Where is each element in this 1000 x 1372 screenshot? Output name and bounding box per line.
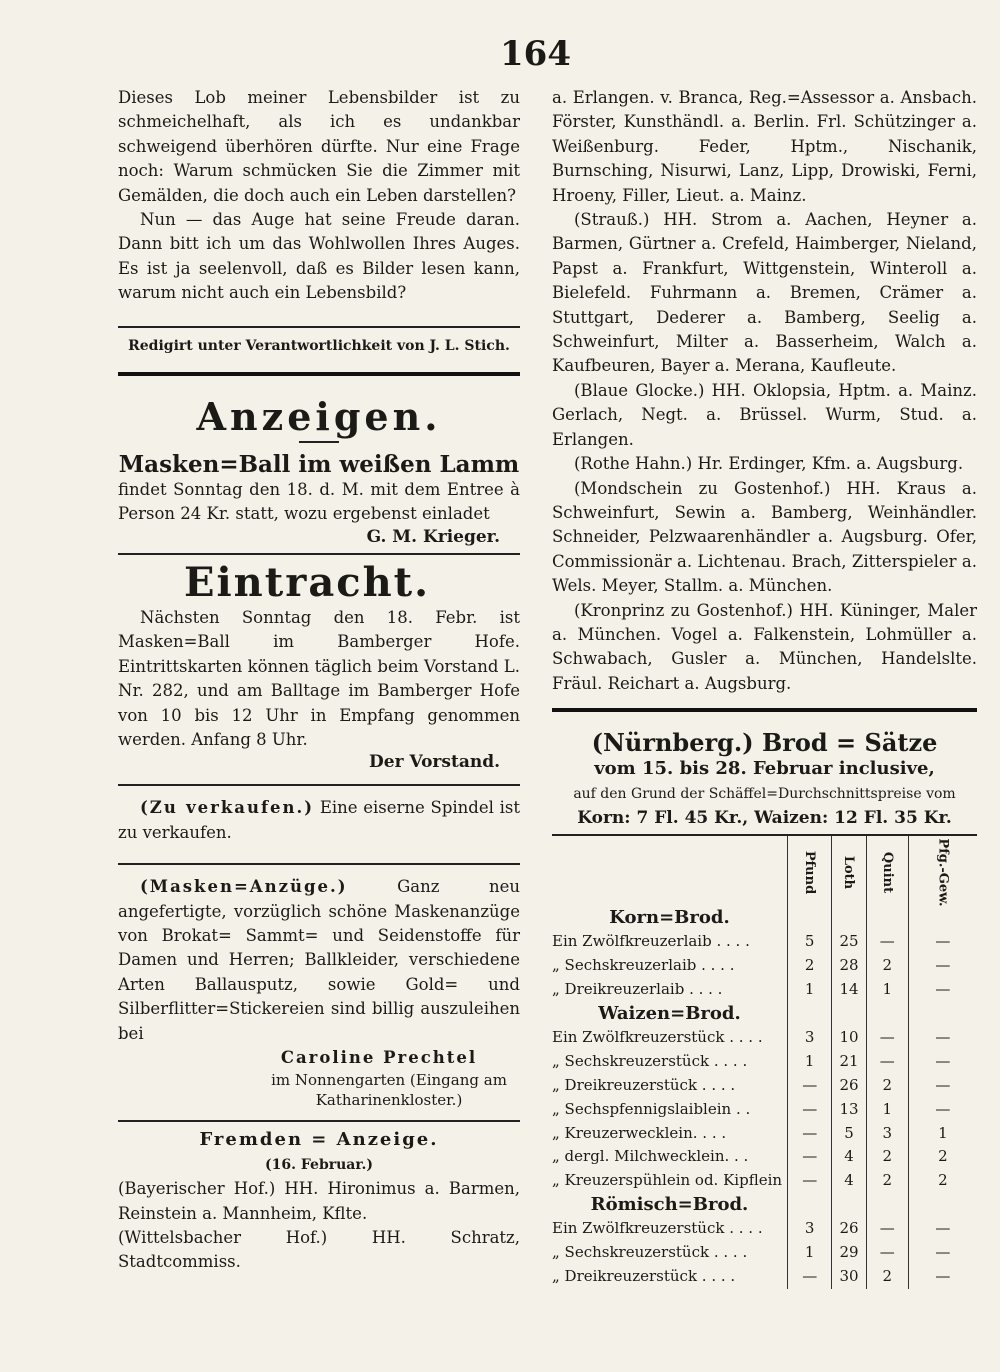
table-cell <box>866 1002 908 1026</box>
masken-anzuege-address: im Nonnengarten (Eingang am Katharinenkloster.) <box>271 1071 507 1110</box>
table-cell: 30 <box>832 1265 866 1289</box>
masken-anzuege-label: (Masken=Anzüge.) <box>140 877 348 897</box>
bread-item-label: „ Kreuzerspühlein od. Kipflein <box>552 1171 783 1190</box>
table-cell: 2 <box>866 1265 908 1289</box>
table-cell: 2 <box>866 1169 908 1193</box>
brod-grain-prices: Korn: 7 Fl. 45 Kr., Waizen: 12 Fl. 35 Kr. <box>577 807 952 828</box>
table-cell <box>908 906 977 930</box>
fremden-date: (16. Februar.) <box>265 1156 373 1173</box>
table-cell: — <box>788 1074 832 1098</box>
bread-item-label: Ein Zwölfkreuzerstück . . . . <box>552 1219 763 1238</box>
table-header-spacer <box>552 836 788 906</box>
section-heading: Waizen=Brod. <box>598 1003 741 1024</box>
dialogue-paragraph-2: Nun — das Auge hat seine Freude daran. Dann bitt ich um das Wohlwollen Ihres Auges. Es ist ja seelenvoll, daß es Bilder lesen kann, warum nicht auch ein Lebensbild? <box>118 210 520 303</box>
masken-anzuege-name: Caroline Prechtel <box>280 1047 478 1067</box>
table-cell: — <box>866 1050 908 1074</box>
table-cell <box>788 906 832 930</box>
table-cell: 21 <box>832 1050 866 1074</box>
table-row <box>552 1217 977 1241</box>
dialogue-paragraph-1: Dieses Lob meiner Lebensbilder ist zu schmeichelhaft, als ich es undankbar schweigend überhören dürfte. Nur eine Frage noch: Warum schmücken Sie die Zimmer mit Gemälden, die doch auch ein Leben darstellen? <box>118 88 520 205</box>
fremden-strauss: (Strauß.) HH. Strom a. Aachen, Heyner a. Barmen, Gürtner a. Crefeld, Haimberger, Nieland, Papst a. Frankfurt, Wittgenstein, Winteroll a. Bielefeld. Fuhrmann a. Bremen, Crämer a. Stuttgart, Dederer a. Bamberg, Seelig a. Schweinfurt, Milter a. Basserheim, Walch a. Kaufbeuren, Bayer a. Merana, Kaufleute. <box>552 210 977 376</box>
table-section-row <box>552 1002 977 1026</box>
fremden-continued: a. Erlangen. v. Branca, Reg.=Assessor a. Ansbach. Förster, Kunsthändl. a. Berlin. Frl. Schützinger a. Weißenburg. Feder, Hptm., Nischanik, Burnsching, Nisurwi, Lanz, Lipp, Drowiski, Ferni, Hroeny, Filler, Lieut. a. Mainz. <box>552 88 977 205</box>
table-cell: — <box>908 954 977 978</box>
bread-item-label: Ein Zwölfkreuzerstück . . . . <box>552 1027 763 1046</box>
bread-item-label: „ Sechskreuzerlaib . . . . <box>552 956 735 975</box>
table-row <box>552 1026 977 1050</box>
eintracht-headline: Eintracht. <box>184 558 431 606</box>
eintracht-signature: Der Vorstand. <box>369 752 500 773</box>
divider <box>118 326 520 328</box>
bread-item-label: „ Sechskreuzerstück . . . . <box>552 1051 748 1070</box>
table-cell: 3 <box>866 1122 908 1146</box>
table-row <box>552 1122 977 1146</box>
table-cell: 10 <box>832 1026 866 1050</box>
table-cell: 2 <box>908 1169 977 1193</box>
divider <box>118 553 520 555</box>
brod-basis: auf den Grund der Schäffel=Durchschnittspreise vom <box>573 785 956 802</box>
bread-price-table <box>552 836 977 1289</box>
table-cell <box>832 1193 866 1217</box>
masken-ball-text: findet Sonntag den 18. d. M. mit dem Entree à Person 24 Kr. statt, wozu ergebenst einladet <box>118 480 520 524</box>
table-row <box>552 1050 977 1074</box>
table-cell: — <box>908 1241 977 1265</box>
zu-verkaufen-label: (Zu verkaufen.) <box>140 798 315 818</box>
table-cell: — <box>908 1050 977 1074</box>
table-cell: 28 <box>832 954 866 978</box>
table-cell: 2 <box>908 1145 977 1169</box>
zu-verkaufen-notice <box>118 796 520 845</box>
table-section-row <box>552 906 977 930</box>
table-cell <box>788 1193 832 1217</box>
bread-item-label: „ dergl. Milchwecklein. . . <box>552 1147 749 1166</box>
table-cell: — <box>866 930 908 954</box>
table-cell: 3 <box>788 1026 832 1050</box>
table-cell: 1 <box>866 978 908 1002</box>
table-cell: — <box>908 930 977 954</box>
table-row <box>552 1145 977 1169</box>
table-cell: 13 <box>832 1098 866 1122</box>
table-cell: 4 <box>832 1145 866 1169</box>
left-column <box>118 86 520 1275</box>
table-cell: — <box>908 1026 977 1050</box>
table-cell: — <box>908 1265 977 1289</box>
table-cell: — <box>908 1074 977 1098</box>
bread-item-label: „ Kreuzerwecklein. . . . <box>552 1123 727 1142</box>
table-cell: — <box>788 1122 832 1146</box>
table-cell <box>866 906 908 930</box>
table-row <box>552 1241 977 1265</box>
fremden-entry-wittelsbacher-hof: (Wittelsbacher Hof.) HH. Schratz, Stadtcommiss. <box>118 1228 520 1272</box>
table-cell <box>908 1193 977 1217</box>
table-cell <box>908 1002 977 1026</box>
table-cell: 1 <box>788 978 832 1002</box>
section-heading: Römisch=Brod. <box>590 1194 749 1216</box>
fremden-mondschein: (Mondschein zu Gostenhof.) HH. Kraus a. Schweinfurt, Sewin a. Bamberg, Weinhändler. Schneider, Pelzwaarenhändler a. Augsburg. Ofer, Commissionär a. Lichtenau. Brach, Zitterspieler a. Wels. Meyer, Stallm. a. München. <box>552 478 977 596</box>
table-cell: 3 <box>788 1217 832 1241</box>
divider <box>118 863 520 865</box>
table-cell: 2 <box>866 954 908 978</box>
table-cell: — <box>908 1098 977 1122</box>
table-cell: — <box>866 1026 908 1050</box>
table-cell <box>866 1193 908 1217</box>
table-cell: — <box>788 1098 832 1122</box>
table-cell: — <box>788 1145 832 1169</box>
bread-item-label: „ Sechspfennigslaiblein . . <box>552 1099 751 1118</box>
zu-verkaufen-text: Eine eiserne Spindel ist zu verkaufen. <box>118 798 520 842</box>
right-column <box>552 86 977 1289</box>
fremden-blaue-glocke: (Blaue Glocke.) HH. Oklopsia, Hptm. a. Mainz. Gerlach, Negt. a. Brüssel. Wurm, Stud. a. Erlangen. <box>552 380 977 449</box>
table-cell: 14 <box>832 978 866 1002</box>
table-row <box>552 954 977 978</box>
bread-item-label: „ Dreikreuzerstück . . . . <box>552 1075 736 1094</box>
table-row <box>552 930 977 954</box>
table-cell: 1 <box>908 1122 977 1146</box>
table-header-row <box>552 836 977 906</box>
table-cell: 2 <box>866 1145 908 1169</box>
editor-line: Redigirt unter Verantwortlichkeit von J. L. Stich. <box>128 337 510 354</box>
table-body <box>552 906 977 1289</box>
table-cell: — <box>788 1265 832 1289</box>
section-heading: Korn=Brod. <box>609 907 730 929</box>
divider-thick <box>118 372 520 376</box>
table-cell: 26 <box>832 1217 866 1241</box>
table-cell: 26 <box>832 1074 866 1098</box>
table-cell: 1 <box>788 1050 832 1074</box>
table-cell: 1 <box>788 1241 832 1265</box>
table-cell: 29 <box>832 1241 866 1265</box>
column-pfund: Pfund <box>788 836 832 906</box>
anzeigen-heading: Anzeigen. <box>196 394 442 440</box>
table-cell: — <box>788 1169 832 1193</box>
masken-anzuege-notice <box>118 875 520 1046</box>
table-row <box>552 1265 977 1289</box>
column-loth: Loth <box>832 836 866 906</box>
divider <box>299 441 339 443</box>
masken-ball-signature: G. M. Krieger. <box>366 526 500 547</box>
table-cell: 25 <box>832 930 866 954</box>
table-section-row <box>552 1193 977 1217</box>
divider <box>118 784 520 786</box>
eintracht-text: Nächsten Sonntag den 18. Febr. ist Masken=Ball im Bamberger Hofe. Eintrittskarten können täglich beim Vorstand L. Nr. 282, und am Balltage im Bamberger Hofe von 10 bis 12 Uhr in Empfang genommen werden. Anfang 8 Uhr. <box>118 607 520 749</box>
table-cell: 4 <box>832 1169 866 1193</box>
table-cell: 1 <box>866 1098 908 1122</box>
bread-item-label: Ein Zwölfkreuzerlaib . . . . <box>552 932 750 951</box>
bread-item-label: „ Dreikreuzerstück . . . . <box>552 1266 736 1285</box>
fremden-entry-bayerischer-hof: (Bayerischer Hof.) HH. Hironimus a. Barmen, Reinstein a. Mannheim, Kflte. <box>118 1179 520 1223</box>
divider <box>118 1120 520 1122</box>
fremden-kronprinz: (Kronprinz zu Gostenhof.) HH. Küninger, Maler a. München. Vogel a. Falkenstein, Lohmüller a. Schwabach, Gusler a. München, Handelsltе. Fräul. Reichart a. Augsburg. <box>552 600 977 693</box>
table-cell <box>832 906 866 930</box>
table-cell: 5 <box>832 1122 866 1146</box>
brod-subtitle: vom 15. bis 28. Februar inclusive, <box>594 758 935 780</box>
table-cell: 5 <box>788 930 832 954</box>
column-pfg-gew: Pfg.-Gew. <box>908 836 977 906</box>
table-cell: 2 <box>788 954 832 978</box>
table-row <box>552 1074 977 1098</box>
table-row <box>552 1098 977 1122</box>
table-cell: — <box>908 978 977 1002</box>
table-cell: 2 <box>866 1074 908 1098</box>
brod-title: (Nürnberg.) Brod = Sätze <box>591 728 938 758</box>
table-row <box>552 978 977 1002</box>
fremden-title: Fremden = Anzeige. <box>199 1129 439 1151</box>
masken-anzuege-text: Ganz neu angefertigte, vorzüglich schöne Maskenanzüge von Brokat= Sammt= und Seidenstoffe für Damen und Herren; Ballkleider, verschiedene Arten Ballausputz, sowie Gold= und Silberflitter=Stickereien sind billig auszuleihen bei <box>118 877 520 1043</box>
table-cell <box>832 1002 866 1026</box>
column-quint: Quint <box>866 836 908 906</box>
bread-item-label: „ Sechskreuzerstück . . . . <box>552 1243 748 1262</box>
table-row <box>552 1169 977 1193</box>
masken-ball-headline: Masken=Ball im weißen Lamm <box>118 451 520 479</box>
table-cell: — <box>866 1241 908 1265</box>
table-cell: — <box>866 1217 908 1241</box>
bread-item-label: „ Dreikreuzerlaib . . . . <box>552 980 723 999</box>
divider-thick <box>552 708 977 712</box>
table-cell <box>788 1002 832 1026</box>
fremden-rothe-hahn: (Rothe Hahn.) Hr. Erdinger, Kfm. a. Augsburg. <box>574 454 964 474</box>
page-number: 164 <box>500 34 571 74</box>
table-cell: — <box>908 1217 977 1241</box>
